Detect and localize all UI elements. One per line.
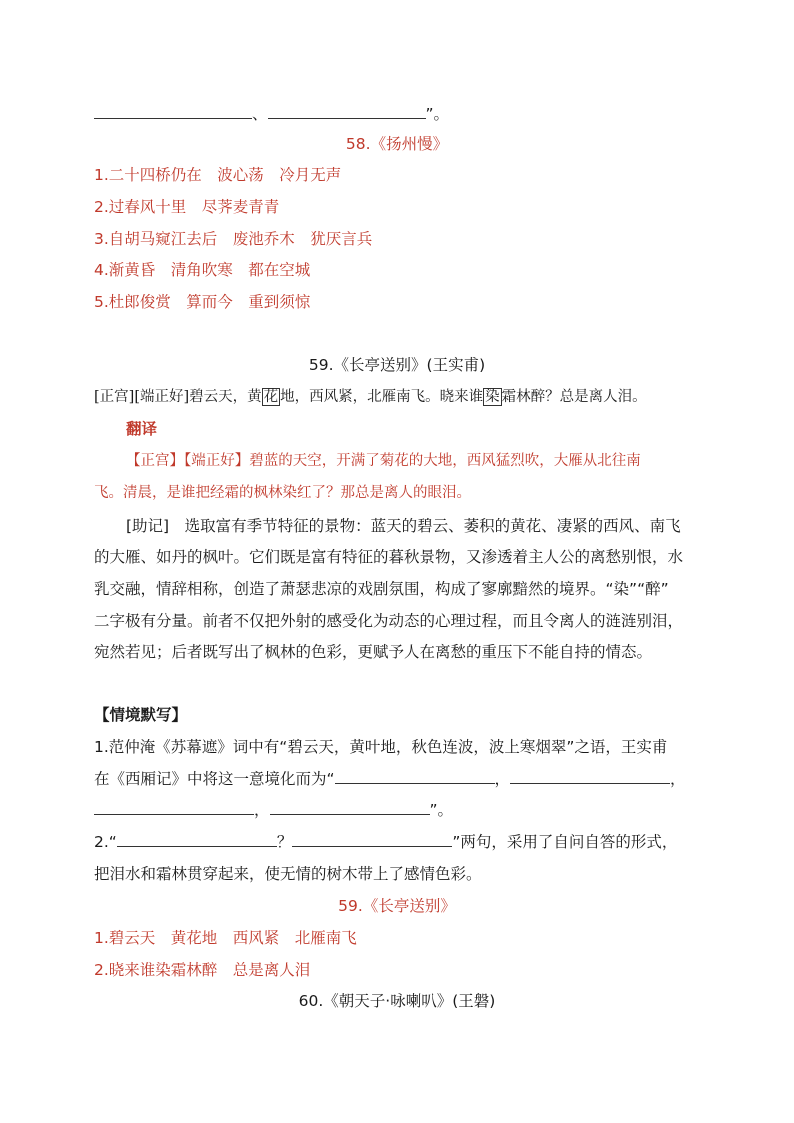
question-mark: ？ (276, 833, 293, 851)
original-part: [正宫][端正好]碧云天，黄 (94, 389, 262, 405)
separator: 、 (252, 105, 268, 123)
answer-line: 3.自胡马窥江去后 废池乔木 犹厌言兵 (94, 230, 373, 248)
section-59-heading: 59.《长亭送别》(王实甫) (308, 356, 486, 374)
answer-line: 2.晓来谁染霜林醉 总是离人泪 (94, 961, 311, 979)
answer-blank (268, 104, 426, 119)
translation-line: 飞。清晨，是谁把经霜的枫林染红了？那总是离人的眼泪。 (94, 485, 471, 501)
closing-quote: ”。 (425, 105, 450, 123)
answers-59-heading: 59.《长亭送别》 (338, 897, 456, 915)
comma: ， (254, 801, 270, 819)
section-60-heading: 60.《朝天子·咏喇叭》(王磐) (298, 992, 496, 1010)
translation-label: 翻译 (126, 419, 158, 438)
situation-title: 【情境默写】 (94, 706, 188, 724)
answer-line: 1.碧云天 黄花地 西风紧 北雁南飞 (94, 929, 357, 947)
answer-blank (94, 800, 254, 815)
closing-quote: ”。 (429, 801, 454, 819)
notes-line: [助记] 选取富有季节特征的景物：蓝天的碧云、萎积的黄花、凄紧的西风、南飞 (126, 517, 681, 535)
notes-line: 宛然若见；后者既写出了枫林的色彩，更赋予人在离愁的重压下不能自持的情态。 (94, 643, 653, 661)
answer-line: 5.杜郎俊赏 算而今 重到须惊 (94, 293, 311, 311)
top-fill-line (94, 104, 449, 124)
translation-line: 【正宫】【端正好】碧蓝的天空，开满了菊花的大地，西风猛烈吹，大雁从北往南 (126, 453, 641, 469)
notes-line: 的大雁、如丹的枫叶。它们既是富有特征的暮秋景物，又渗透着主人公的离愁别恨，水 (94, 548, 684, 566)
question-text: 在《西厢记》中将这一意境化而为“ (94, 770, 335, 788)
section-58-heading: 58.《扬州慢》 (345, 135, 449, 153)
answer-blank (292, 832, 452, 847)
comma: ， (494, 770, 511, 788)
question-1-blanks-2 (94, 800, 453, 820)
answer-blank (335, 769, 495, 784)
notes-line: 乳交融，情辞相称，创造了萧瑟悲凉的戏剧氛围，构成了寥廓黯然的境界。“染”“醉” (94, 580, 669, 598)
answer-blank (117, 832, 277, 847)
answer-blank (94, 104, 252, 119)
original-part: 霜林醉？总是离人泪。 (501, 389, 647, 405)
question-1-blanks (94, 769, 686, 789)
question-2-line-2: 把泪水和霜林贯穿起来，使无情的树木带上了感情色彩。 (94, 865, 482, 883)
original-part: 地，西风紧，北雁南飞。晓来谁 (280, 389, 484, 405)
answer-line: 2.过春风十里 尽荠麦青青 (94, 198, 280, 216)
boxed-char: 花 (263, 389, 279, 405)
notes-line: 二字极有分量。前者不仅把外射的感受化为动态的心理过程，而且令离人的涟涟别泪， (94, 612, 684, 630)
question-2-line (94, 832, 677, 852)
original-text (94, 387, 647, 407)
question-1-line: 1.范仲淹《苏幕遮》词中有“碧云天，黄叶地，秋色连波，波上寒烟翠”之语，王实甫 (94, 738, 668, 756)
comma: ， (670, 770, 686, 788)
question-text: 2.“ (94, 833, 117, 851)
answer-blank (510, 769, 670, 784)
question-text: ”两句，采用了自问自答的形式， (452, 833, 678, 851)
answer-line: 4.渐黄昏 清角吹寒 都在空城 (94, 261, 311, 279)
boxed-char: 染 (485, 389, 500, 405)
answer-blank (270, 800, 430, 815)
answer-line: 1.二十四桥仍在 波心荡 冷月无声 (94, 166, 342, 184)
